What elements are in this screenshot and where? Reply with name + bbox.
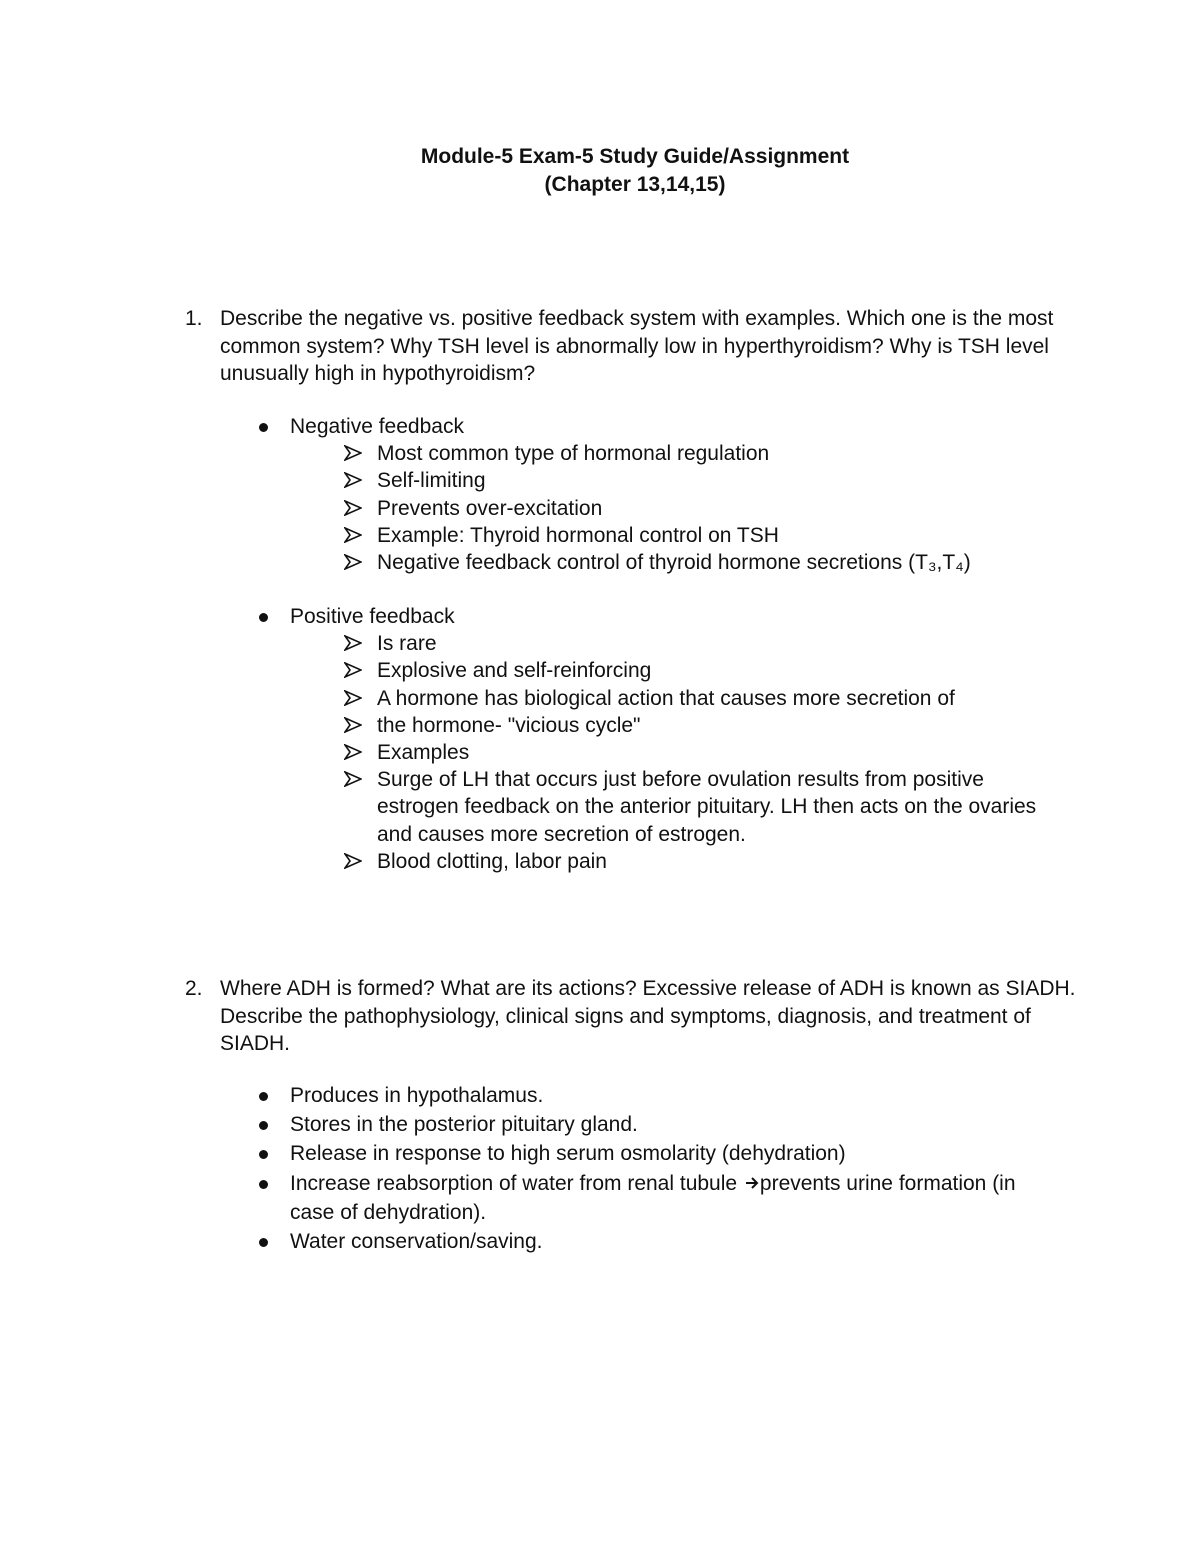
question-text: Describe the negative vs. positive feedback system with examples. Which one is the most common system? Why TSH level is abnormally low in hyperthyroidism? Why is TSH level unusually high in hypothyroidism? [220,307,1054,386]
arrowhead-bullet-icon [344,717,362,733]
document-subtitle: (Chapter 13,14,15) [544,173,726,196]
section-heading: Negative feedback [290,415,464,438]
list-item: Is rare [344,630,1055,657]
section-heading: Positive feedback [290,605,455,628]
arrowhead-bullet-icon [344,690,362,706]
arrowhead-bullet-icon [344,771,362,787]
arrowhead-bullet-icon [344,744,362,760]
negative-feedback-section [255,413,1055,576]
arrowhead-bullet-icon [344,662,362,678]
adh-section [255,1081,1035,1256]
list-item: Release in response to high serum osmolarity (dehydration) [255,1139,1035,1168]
list-item: Negative feedback control of thyroid hormone secretions (T₃,T₄) [344,549,1055,576]
bullet-icon [259,1238,268,1247]
bullet-icon [259,423,268,432]
arrowhead-bullet-icon [344,635,362,651]
bullet-icon [259,1150,268,1159]
list-item: Increase reabsorption of water from renal tubule prevents urine formation (in case of dehydration). [255,1169,1035,1227]
list-item: Surge of LH that occurs just before ovulation results from positive estrogen feedback on the anterior pituitary. LH then acts on the ovaries and causes more secretion of estrogen. [344,766,1055,848]
list-item: Example: Thyroid hormonal control on TSH [344,522,1055,549]
document-title: Module-5 Exam-5 Study Guide/Assignment [420,145,850,168]
arrowhead-bullet-icon [344,527,362,543]
list-item: Blood clotting, labor pain [344,848,1055,875]
question-text: Where ADH is formed? What are its actions? Excessive release of ADH is known as SIADH. Describe the pathophysiology, clinical signs and symptoms, diagnosis, and treatment of SIADH. [220,977,1076,1056]
bullet-icon [259,613,268,622]
list-item: Explosive and self-reinforcing [344,657,1055,684]
arrowhead-bullet-icon [344,472,362,488]
list-item: Examples [344,739,1055,766]
arrowhead-bullet-icon [344,445,362,461]
arrowhead-bullet-icon [344,853,362,869]
list-item: Stores in the posterior pituitary gland. [255,1110,1035,1139]
list-item: Water conservation/saving. [255,1227,1035,1256]
bullet-icon [259,1180,268,1189]
bullet-icon [259,1092,268,1101]
question-number: 1. [185,307,203,330]
arrowhead-bullet-icon [344,500,362,516]
right-arrow-icon [745,1176,759,1190]
list-item: the hormone- "vicious cycle" [344,712,1055,739]
arrowhead-bullet-icon [344,554,362,570]
sub-list [344,630,1055,875]
list-item: Produces in hypothalamus. [255,1081,1035,1110]
sub-list [344,440,1055,576]
list-item [255,413,1055,440]
question-number: 2. [185,977,203,1000]
list-item: Self-limiting [344,467,1055,494]
bullet-icon [259,1121,268,1130]
list-item: A hormone has biological action that causes more secretion of [344,685,1055,712]
positive-feedback-section [255,603,1055,875]
list-item [255,603,1055,630]
list-item: Prevents over-excitation [344,495,1055,522]
list-item: Most common type of hormonal regulation [344,440,1055,467]
